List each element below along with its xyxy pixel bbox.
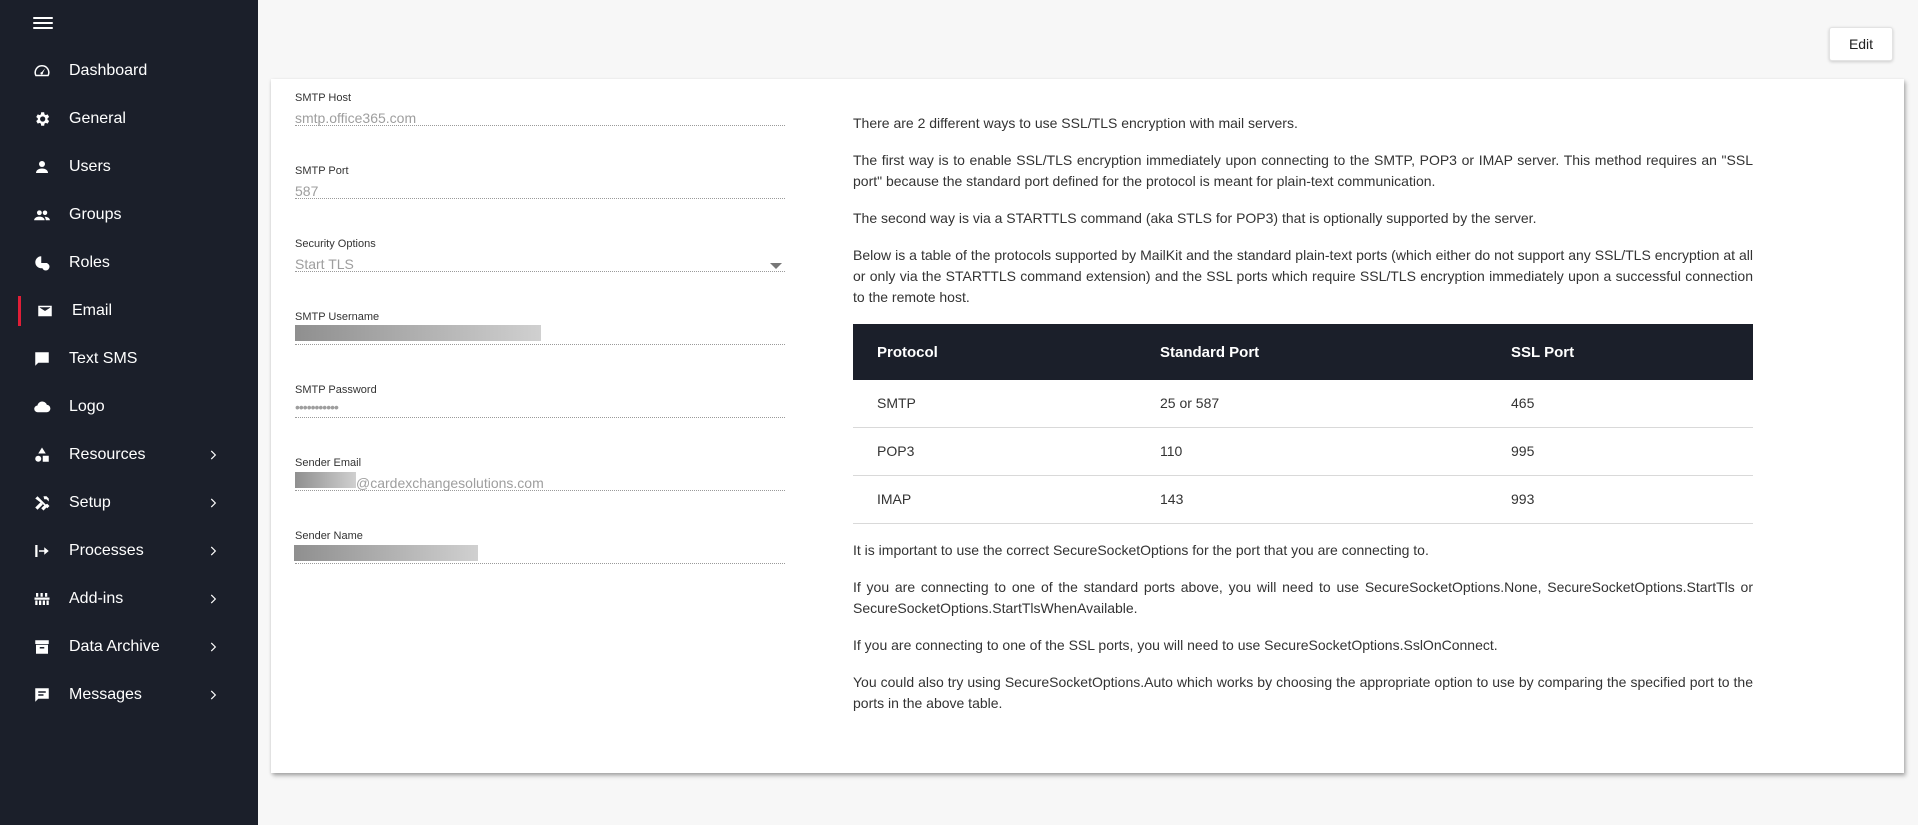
roles-icon (33, 254, 51, 272)
security-options-select[interactable] (295, 225, 785, 272)
sidebar-item-email[interactable] (0, 287, 258, 335)
table-row (853, 428, 1753, 476)
processes-icon (33, 542, 51, 560)
sidebar-item-label: Logo (69, 398, 105, 415)
info-paragraph: If you are connecting to one of the standard ports above, you will need to use SecureSocketOptions.None, SecureSocketOptions.StartTls or SecureSocketOptions.StartTlsWhenAvailable. (853, 579, 1753, 616)
smtp-host-field[interactable] (295, 79, 785, 126)
messages-icon (33, 686, 51, 704)
redacted-value (295, 325, 541, 341)
sidebar-item-logo[interactable] (0, 383, 258, 431)
sidebar-item-users[interactable] (0, 143, 258, 191)
cloud-icon (33, 398, 51, 416)
sidebar-item-roles[interactable] (0, 239, 258, 287)
info-paragraph: If you are connecting to one of the SSL ports, you will need to use SecureSocketOptions.SslOnConnect. (853, 637, 1498, 653)
info-paragraph: Below is a table of the protocols supported by MailKit and the standard plain-text ports (which either do not support any SSL/TLS encryption at all or only via the STARTTLS command extension) and the SSL ports which require SSL/TLS encryption immediately upon a successful connection to the remote host. (853, 247, 1753, 305)
smtp-port-input[interactable]: 587 (295, 183, 319, 199)
sidebar-item-label: Roles (69, 254, 110, 271)
email-icon (36, 302, 54, 320)
sender-email-input[interactable]: @cardexchangesolutions.com (356, 475, 544, 491)
security-options-value[interactable]: Start TLS (295, 256, 354, 272)
table-cell: 25 or 587 (1136, 380, 1487, 428)
field-label: Security Options (295, 238, 376, 250)
table-cell: 465 (1487, 380, 1753, 428)
table-header-row (853, 324, 1753, 380)
table-row (853, 476, 1753, 524)
table-header: Protocol (853, 324, 1136, 380)
sidebar-item-dashboard[interactable] (0, 47, 258, 95)
sidebar (0, 0, 258, 825)
smtp-port-field[interactable] (295, 152, 785, 199)
sidebar-item-label: Add-ins (69, 590, 124, 607)
shapes-icon (33, 446, 51, 464)
dropdown-arrow-icon[interactable] (770, 263, 782, 269)
info-paragraph: The first way is to enable SSL/TLS encryption immediately upon connecting to the SMTP, POP3 or IMAP server. This method requires an "SSL port" because the standard port defined for the protocol is meant for plain-text communication. (853, 152, 1753, 189)
sidebar-item-label: Messages (69, 686, 142, 703)
field-label: SMTP Host (295, 92, 352, 104)
field-label: Sender Email (295, 457, 362, 469)
info-paragraph: It is important to use the correct SecureSocketOptions for the port that you are connecting to. (853, 542, 1429, 558)
info-paragraph: There are 2 different ways to use SSL/TLS encryption with mail servers. (853, 115, 1298, 131)
redacted-value (295, 472, 356, 488)
sidebar-item-data-archive[interactable] (0, 623, 258, 671)
smtp-password-input[interactable]: ••••••••••• (295, 399, 338, 415)
chevron-right-icon (206, 640, 220, 654)
sidebar-item-label: General (69, 110, 126, 127)
chevron-right-icon (206, 688, 220, 702)
smtp-host-input[interactable]: smtp.office365.com (295, 110, 417, 126)
sms-icon (33, 350, 51, 368)
field-label: Sender Name (295, 530, 363, 542)
sidebar-item-resources[interactable] (0, 431, 258, 479)
field-label: SMTP Username (295, 311, 380, 323)
smtp-password-field[interactable] (295, 371, 785, 418)
table-header: Standard Port (1136, 324, 1487, 380)
table-cell: 993 (1487, 476, 1753, 524)
groups-icon (33, 206, 51, 224)
table-cell: 995 (1487, 428, 1753, 476)
tools-icon (33, 494, 51, 512)
sidebar-item-processes[interactable] (0, 527, 258, 575)
sidebar-nav (0, 47, 258, 719)
sidebar-item-text-sms[interactable] (0, 335, 258, 383)
edit-button[interactable]: Edit (1829, 27, 1893, 61)
table-cell: 110 (1136, 428, 1487, 476)
sidebar-item-groups[interactable] (0, 191, 258, 239)
sender-email-field[interactable] (295, 444, 785, 491)
info-paragraph: You could also try using SecureSocketOptions.Auto which works by choosing the appropriate option to use by comparing the specified port to the ports in the above table. (853, 674, 1753, 711)
table-cell: POP3 (853, 428, 1136, 476)
hamburger-menu-icon[interactable] (33, 14, 53, 30)
redacted-value (294, 545, 478, 561)
user-icon (33, 158, 51, 176)
sidebar-item-label: Processes (69, 542, 144, 559)
chevron-right-icon (206, 544, 220, 558)
table-cell: 143 (1136, 476, 1487, 524)
field-label: SMTP Port (295, 165, 349, 177)
archive-icon (33, 638, 51, 656)
table-cell: SMTP (853, 380, 1136, 428)
sidebar-item-label: Setup (69, 494, 111, 511)
chevron-right-icon (206, 448, 220, 462)
table-row (853, 380, 1753, 428)
addins-icon (33, 590, 51, 608)
dashboard-icon (33, 62, 51, 80)
sidebar-item-setup[interactable] (0, 479, 258, 527)
sidebar-item-label: Data Archive (69, 638, 160, 655)
sidebar-item-label: Resources (69, 446, 146, 463)
sidebar-item-label: Email (72, 302, 113, 319)
gear-icon (33, 110, 51, 128)
info-paragraph: The second way is via a STARTTLS command (aka STLS for POP3) that is optionally supported by the server. (853, 210, 1537, 226)
sidebar-item-messages[interactable] (0, 671, 258, 719)
sidebar-item-general[interactable] (0, 95, 258, 143)
sidebar-item-label: Groups (69, 206, 122, 223)
table-cell: IMAP (853, 476, 1136, 524)
sidebar-item-label: Text SMS (69, 350, 138, 367)
ssl-tls-info (853, 113, 1753, 730)
sidebar-item-label: Users (69, 158, 111, 175)
field-label: SMTP Password (295, 384, 377, 396)
sidebar-item-label: Dashboard (69, 62, 148, 79)
sender-name-field[interactable] (295, 517, 785, 564)
email-settings-card (271, 79, 1904, 773)
chevron-right-icon (206, 592, 220, 606)
chevron-right-icon (206, 496, 220, 510)
table-header: SSL Port (1487, 324, 1753, 380)
sidebar-item-add-ins[interactable] (0, 575, 258, 623)
smtp-username-field[interactable] (295, 298, 785, 345)
ports-table (853, 324, 1753, 524)
